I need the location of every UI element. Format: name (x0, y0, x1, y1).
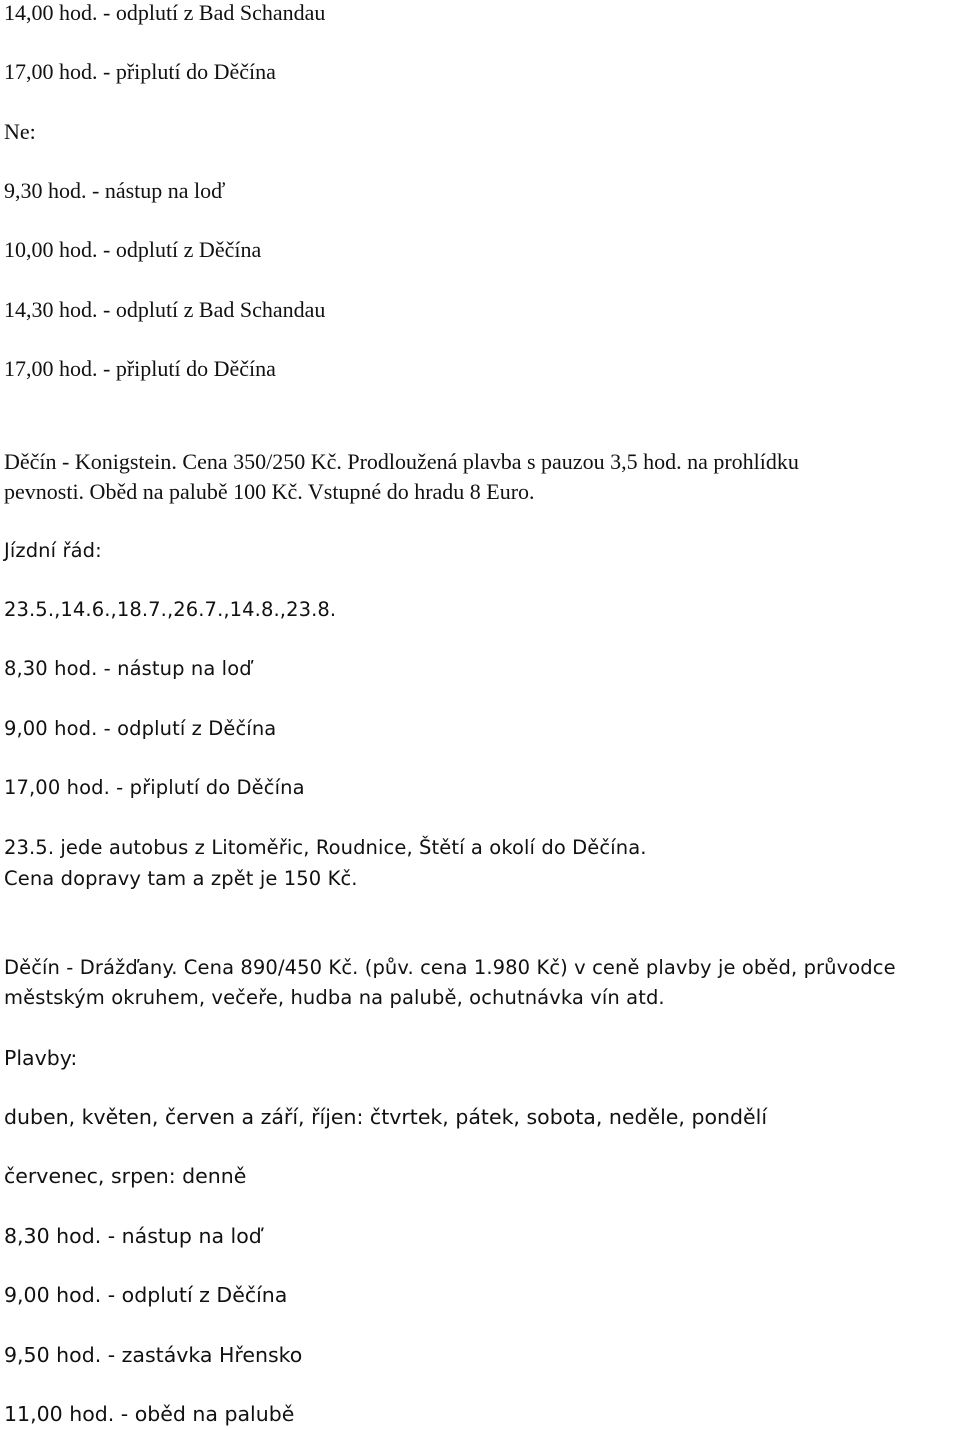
bus-info: 23.5. jede autobus z Litoměřic, Roudnice, Štětí a okolí do Děčína. (4, 836, 647, 859)
voyage-months: červenec, srpen: denně (4, 1164, 247, 1188)
voyages-label: Plavby: (4, 1046, 78, 1070)
schedule-line: 17,00 hod. - připlutí do Děčína (4, 59, 276, 84)
bus-info: Cena dopravy tam a zpět je 150 Kč. (4, 867, 358, 890)
schedule-line: 8,30 hod. - nástup na loď (4, 1224, 262, 1248)
timetable-label: Jízdní řád: (4, 539, 102, 562)
schedule-line: 14,30 hod. - odplutí z Bad Schandau (4, 297, 326, 322)
sailing-dates: 23.5.,14.6.,18.7.,26.7.,14.8.,23.8. (4, 598, 337, 621)
konigstein-description: Děčín - Konigstein. Cena 350/250 Kč. Prodloužená plavba s pauzou 3,5 hod. na prohlídku (4, 449, 799, 474)
schedule-line: 9,00 hod. - odplutí z Děčína (4, 717, 277, 740)
schedule-line: 9,50 hod. - zastávka Hřensko (4, 1343, 303, 1367)
schedule-line: 8,30 hod. - nástup na loď (4, 657, 252, 680)
schedule-line: 14,00 hod. - odplutí z Bad Schandau (4, 0, 326, 25)
schedule-line: 10,00 hod. - odplutí z Děčína (4, 237, 262, 262)
voyage-months: duben, květen, červen a září, říjen: čtvrtek, pátek, sobota, neděle, pondělí (4, 1105, 768, 1129)
schedule-line: 17,00 hod. - připlutí do Děčína (4, 356, 276, 381)
schedule-line: 11,00 hod. - oběd na palubě (4, 1402, 295, 1426)
schedule-line: 9,30 hod. - nástup na loď (4, 178, 226, 203)
schedule-line: 9,00 hod. - odplutí z Děčína (4, 1283, 288, 1307)
sunday-label: Ne: (4, 119, 36, 144)
dresden-description: městským okruhem, večeře, hudba na palubě, ochutnávka vín atd. (4, 986, 665, 1009)
dresden-description: Děčín - Drážďany. Cena 890/450 Kč. (pův. cena 1.980 Kč) v ceně plavby je oběd, průvodce (4, 956, 896, 979)
konigstein-description: pevnosti. Oběd na palubě 100 Kč. Vstupné do hradu 8 Euro. (4, 479, 535, 504)
schedule-line: 17,00 hod. - připlutí do Děčína (4, 776, 305, 799)
